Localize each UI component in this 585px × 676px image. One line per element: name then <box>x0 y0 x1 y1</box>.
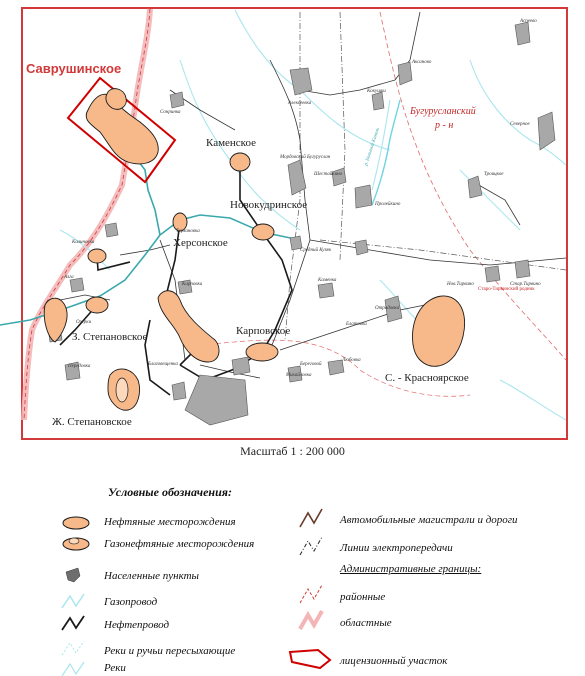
settlement-label: Шестайкино <box>314 172 343 177</box>
settlement-label: Аспеево <box>520 19 537 24</box>
legend-license-area: лицензионный участок <box>340 655 448 667</box>
field-khersonskoe: Херсонское <box>173 237 228 249</box>
license-area-title: Саврушинское <box>26 61 122 76</box>
river-label: р. Большой Кинель <box>364 127 382 167</box>
legend-roads: Автомобильные магистрали и дороги <box>340 514 518 526</box>
legend-river-symbol <box>62 662 84 676</box>
oil-field-ozerki <box>86 297 108 313</box>
settlement-label: Мордовский Бугуруслан <box>280 155 331 160</box>
legend-road-symbol <box>300 509 322 527</box>
settlement-label: Средний Кузяк <box>300 248 332 253</box>
oil-field-novokudrinskoe <box>252 224 274 240</box>
legend-power-line-symbol <box>300 537 322 555</box>
legend-title: Условные обозначения: <box>108 485 232 499</box>
gas-oil-field-zh-stepanovskoe-core <box>116 378 128 402</box>
settlement-label: Сонринка <box>160 110 181 115</box>
settlement-label: Елатовка <box>346 322 367 327</box>
legend-gas-pipeline-symbol <box>62 594 84 608</box>
legend-oil-pipeline-symbol <box>62 616 84 630</box>
road-label: Старо-Тирвинский родник <box>478 287 535 292</box>
legend-admin-borders: Административные границы: <box>340 563 482 575</box>
field-z-stepanovskoe: З. Степановское <box>72 331 148 343</box>
legend-oil-field-symbol <box>63 517 89 529</box>
map-scale: Масштаб 1 : 200 000 <box>240 444 345 458</box>
region-label-line1: Бугурусланский <box>410 106 476 117</box>
settlement-label: Стар.Тирвино <box>510 282 541 287</box>
legend-regional-border-symbol <box>300 611 322 629</box>
main-river <box>372 100 400 205</box>
settlement-label: Озерки <box>76 320 92 325</box>
legend-license-area-symbol <box>290 650 330 668</box>
settlement-label: Карповка <box>182 282 203 287</box>
settlement-label: Троицкое <box>484 172 504 177</box>
legend-gas-pipeline: Газопровод <box>104 596 158 608</box>
settlement-label: Любовка <box>342 358 361 363</box>
legend-settlement-symbol <box>66 568 80 582</box>
settlement-label: Михайловка <box>286 373 312 378</box>
settlement-label: Кокушки <box>367 89 386 94</box>
legend-oil-pipeline: Нефтепровод <box>104 619 170 631</box>
settlement-label: Нов.Тирвино <box>447 282 474 287</box>
legend-district-border-symbol <box>300 585 322 603</box>
settlement-label: Турхановка <box>176 229 200 234</box>
legend-settlements: Населенные пункты <box>104 570 199 582</box>
field-karpovskoe: Карповское <box>236 325 291 337</box>
oil-field-z-stepanovskoe <box>44 298 67 342</box>
legend-gas-oil-fields: Газонефтяные месторождения <box>104 538 255 550</box>
legend-drying-river-symbol <box>62 641 84 655</box>
rivers <box>60 10 566 420</box>
settlement-label: Пролейкино <box>375 202 401 207</box>
roads <box>60 12 566 378</box>
oil-field-kamenskoe <box>230 153 250 171</box>
region-label-line2: р - н <box>435 120 454 131</box>
oil-field-karpovskoe <box>246 343 278 361</box>
legend-district-border: районные <box>340 591 386 603</box>
legend-oil-fields: Нефтяные месторождения <box>104 516 236 528</box>
legend-regional-border: областные <box>340 617 392 629</box>
settlement-label: Алга <box>64 275 74 280</box>
settlement-label: Береговой <box>300 362 322 367</box>
legend-drying-rivers: Реки и ручьи пересыхающие <box>104 645 236 657</box>
oil-field-karpovskoe-west <box>158 291 219 362</box>
settlement-label: Северное <box>510 122 530 127</box>
field-s-krasnoyarskoe: С. - Красноярское <box>385 372 469 384</box>
field-novokudrinskoe: Новокудринское <box>230 199 308 211</box>
oil-field-alga <box>88 249 106 263</box>
settlement-label: Алексеевка <box>288 101 312 106</box>
field-kamenskoe: Каменское <box>206 137 256 149</box>
field-zh-stepanovskoe: Ж. Степановское <box>52 416 132 428</box>
legend-power-lines: Линии электропередачи <box>340 542 453 554</box>
oil-field-krasnoyarskoe <box>413 296 465 366</box>
settlement-label: Благовещенка <box>148 362 178 367</box>
settlement-label: Аксаново <box>412 60 432 65</box>
settlement-label: Отрадовка <box>375 306 400 311</box>
legend-rivers: Реки <box>104 662 126 674</box>
settlement-label: Передовка <box>68 364 91 369</box>
settlement-label: Калиновка <box>72 240 95 245</box>
settlement-label: Каменка <box>318 278 337 283</box>
